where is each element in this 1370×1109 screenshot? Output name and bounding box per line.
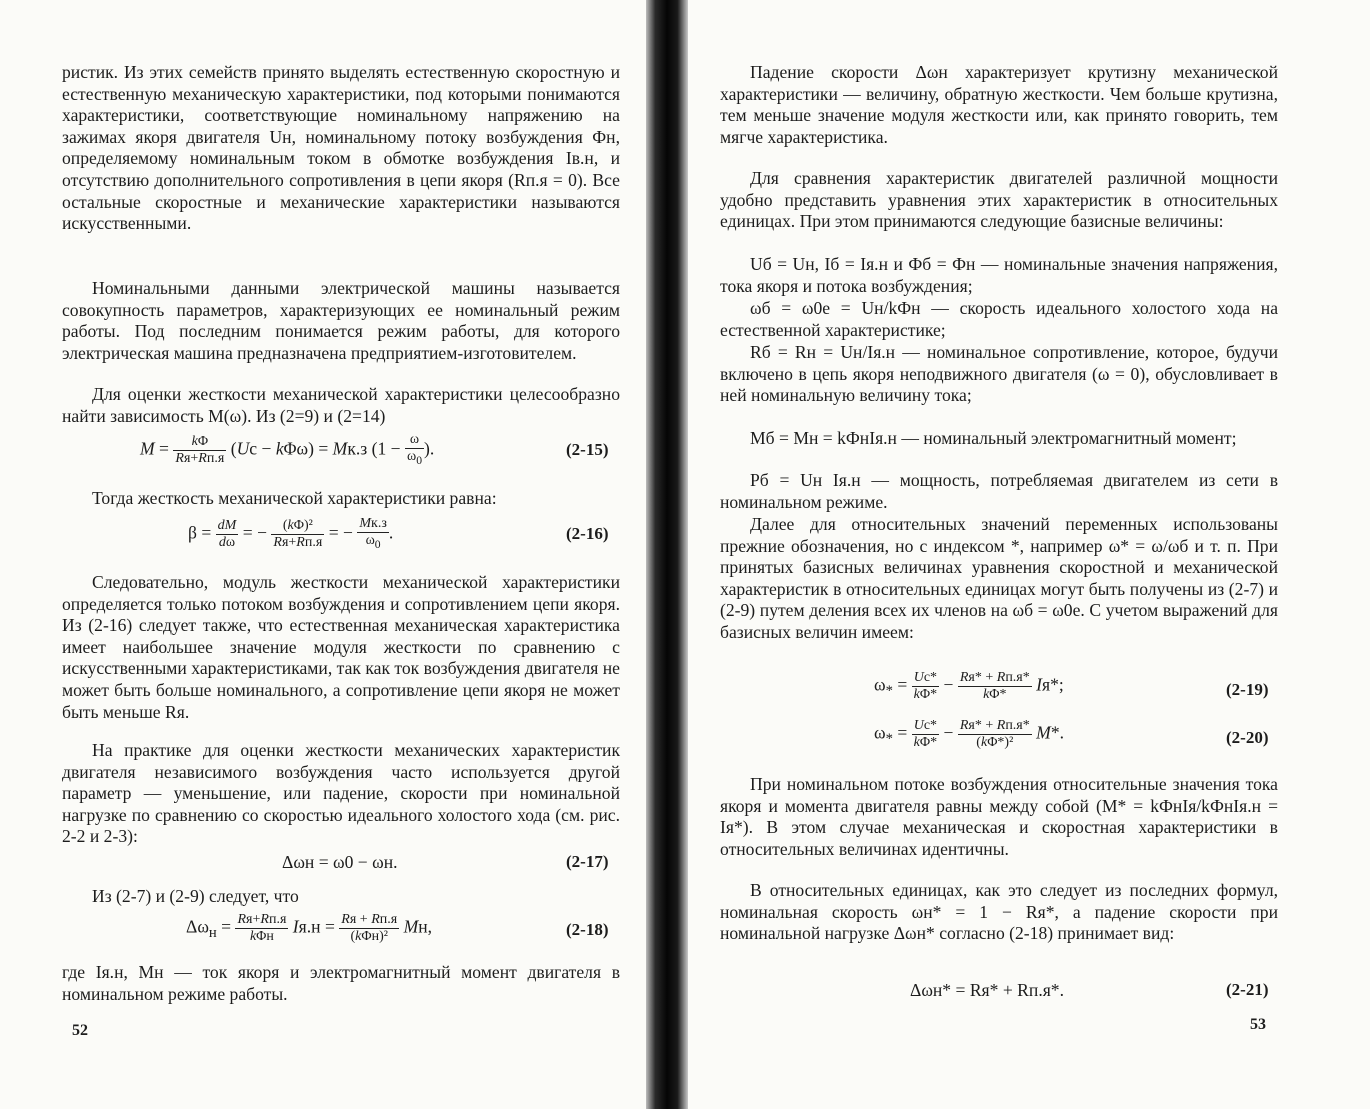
page-number-right: 53: [1250, 1016, 1266, 1033]
left-paragraph-8: где Iя.н, Mн — ток якоря и электромагнитный момент двигателя в номинальном режиме работы.: [62, 962, 620, 1004]
equation-number-2-19: (2-19): [1226, 680, 1269, 699]
left-paragraph-5: Следовательно, модуль жесткости механической характеристики определяется только потоком возбуждения и сопротивлением цепи якоря. Из (2-16) следует также, что естественная механическая характеристика имеет наибольшее значение модуля жесткости по сравнению с искусственными характеристиками, так как ток возбуждения двигателя не может быть больше номинального, а сопротивление цепи якоря не может быть меньше Rя.: [62, 572, 620, 722]
equation-number-2-18: (2-18): [566, 920, 609, 939]
right-paragraph-5: В относительных единицах, как это следует из последних формул, номинальная скорость ωн* = 1 − Rя*, а падение скорости при номинальной нагрузке Δωн* согласно (2-18) принимает вид:: [720, 880, 1278, 944]
left-paragraph-2: Номинальными данными электрической машины называется совокупность параметров, характеризующих ее номинальный режим работы. Под последним понимается режим работы, для которого электрическая машина предназначена предприятием-изготовителем.: [62, 278, 620, 363]
equation-number-2-21: (2-21): [1226, 980, 1269, 999]
equation-2-21: Δωн* = Rя* + Rп.я*.: [910, 980, 1065, 1000]
base-item-4: Mб = Mн = kФнIя.н — номинальный электромагнитный момент;: [750, 428, 1237, 448]
left-paragraph-6: На практике для оценки жесткости механических характеристик двигателя независимого возбуждения часто используется другой параметр — уменьшение, или падение, скорости при номинальной нагрузке по сравнению со скоростью идеального холостого хода (см. рис. 2-2 и 2-3):: [62, 740, 620, 847]
right-paragraph-4: При номинальном потоке возбуждения относительные значения тока якоря и момента двигателя равны между собой (M* = kФнIя/kФнIя.н = Iя*). В этом случае механическая и скоростная характеристики в относительных величинах идентичны.: [720, 774, 1278, 859]
equation-number-2-20: (2-20): [1226, 728, 1269, 747]
equation-2-17: Δωн = ω0 − ωн.: [282, 852, 398, 872]
page-number-left: 52: [72, 1022, 88, 1039]
equation-2-16: β = $\frac{dM}{d\omega}$ = − (kΦ)² Rя+Rп.я = − Mк.з $\omega_0$ .: [188, 516, 394, 551]
left-paragraph-3: Для оценки жесткости механической характеристики целесообразно найти зависимость M(ω). Из (2=9) и (2=14): [62, 384, 620, 426]
equation-number-2-17: (2-17): [566, 852, 609, 871]
left-page: [0, 0, 648, 1109]
base-item-1: Uб = Uн, Iб = Iя.н и Фб = Фн — номинальные значения напряжения, тока якоря и потока возбуждения;: [720, 254, 1278, 296]
book-spine: [646, 0, 688, 1109]
right-paragraph-1: Падение скорости Δωн характеризует крутизну механической характеристики — величину, обратную жесткости. Чем больше крутизна, тем меньше значение модуля жесткости или, как принято говорить, тем мягче характеристика.: [720, 62, 1278, 147]
base-item-2: ωб = ω0е = Uн/kФн — скорость идеального холостого хода на естественной характеристике;: [720, 298, 1278, 340]
left-paragraph-7: Из (2-7) и (2-9) следует, что: [92, 886, 299, 906]
base-item-3: Rб = Rн = Uн/Iя.н — номинальное сопротивление, которое, будучи включено в цепь якоря неподвижного двигателя (ω = 0), обусловливает в ней номинальную величину тока;: [720, 342, 1278, 406]
left-paragraph-4: Тогда жесткость механической характеристики равна:: [92, 488, 497, 508]
right-paragraph-3: Далее для относительных значений переменных использованы прежние обозначения, но с индексом *, например ω* = ω/ωб и т. п. При принятых базисных величинах уравнения скоростной и механической характеристик в относительных единицах могут быть получены из (2-7) и (2-9) путем деления всех их членов на ωб = ω0е. С учетом выражений для базисных величин имеем:: [720, 514, 1278, 642]
equation-2-15: M = kΦ Rя+Rп.я (Uс − kΦω) = Mк.з (1 − $\frac{\omega}{\omega_0}$ ).: [140, 432, 435, 467]
right-paragraph-2: Для сравнения характеристик двигателей различной мощности удобно представить уравнения этих характеристик в относительных единицах. При этом принимаются следующие базисные величины:: [720, 168, 1278, 232]
right-page: [688, 0, 1370, 1109]
equation-number-2-15: (2-15): [566, 440, 609, 459]
equation-number-2-16: (2-16): [566, 524, 609, 543]
equation-2-19: $\omega_*$ = $\frac{Uc*}{k\Phi*}$ − Rя* + Rп.я* kΦ* Iя*;: [874, 670, 1064, 702]
equation-2-20: $\omega_*$ = $\frac{Uc*}{k\Phi*}$ − Rя* + Rп.я* (kΦ*)² M*.: [874, 718, 1065, 750]
equation-2-18: $\Delta\omega_н$ = Rя+Rп.я kΦн Iя.н = Rя + Rп.я (kΦн)² Mн,: [186, 912, 433, 944]
left-paragraph-1: ристик. Из этих семейств принято выделять естественную скоростную и естественную механическую характеристики, под которыми понимаются характеристики, соответствующие номинальному напряжению на зажимах якоря двигателя Uн, номинальному потоку возбуждения Фн, определяемому номинальным током в обмотке возбуждения Iв.н, и отсутствию дополнительного сопротивления в цепи якоря (Rп.я = 0). Все остальные скоростные и механические характеристики называются искусственными.: [62, 62, 620, 234]
base-item-5: Pб = Uн Iя.н — мощность, потребляемая двигателем из сети в номинальном режиме.: [720, 470, 1278, 512]
